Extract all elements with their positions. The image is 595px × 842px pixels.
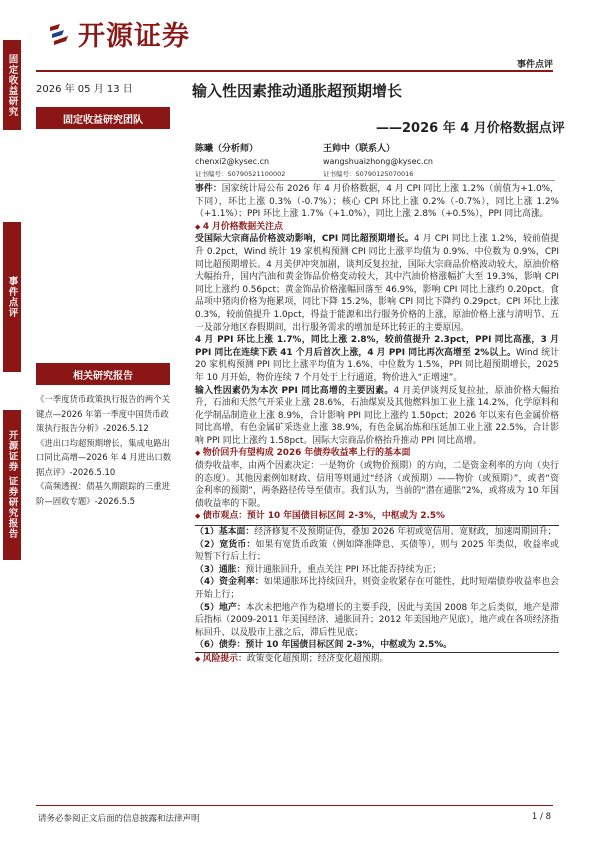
view-item: （2）宽货币：如果有宽货币政策（例如降准降息、买债等），则与 2025 年类似，收益率或短暂下行后上行； (195, 539, 560, 563)
author-cert: 证书编号：S0790521100002 (195, 170, 286, 178)
side-tab-fixed-income: 固定收益研究 (3, 40, 21, 130)
paragraph: 4 月 PPI 环比上涨 1.7%，同比上涨 2.8%，较前值提升 2.3pct，PPI 同比高涨，3 月 PPI 同比在连续下跌 41 个月后首次上涨，4 月 PPI 同比再次高增至 2%以上。Wind 统计 20 家机构预测 PPI 同比上涨平均值为 1.6%、中位数为 1.5%，PPI 同比超预期增长，2025 年 10 月开始，物价连续 7 个月处于上行通道，物价进入“正增速”。 (195, 335, 559, 383)
view-item: （5）地产：本次未把地产作为稳增长的主要手段，因此与美国 2008 年之后类似，地产是滞后指标（2009-2011 年美国经济、通胀回升；2012 年美国地产见底），地产或在各项经济指标回升、以及股市上涨之后，滞后性见底； (195, 602, 559, 638)
logo-text: 开源证券 (78, 21, 190, 52)
risk-note: ◆ 风险提示：政策变化超预期；经济变化超预期。 (195, 653, 559, 666)
left-column (36, 78, 170, 129)
author-card (195, 141, 315, 178)
logo-icon (48, 21, 74, 47)
view-list (195, 525, 559, 653)
side-tab-event-review: 事件点评 (3, 222, 21, 372)
report-body (195, 183, 559, 666)
author-cert: 证书编号：S0790125070016 (323, 170, 414, 178)
view-item: （6）债券：预计 10 年国债目标区间 2-3%，中枢或为 2.5%。 (195, 640, 453, 651)
view-item: （4）资金利率：如果通胀环比持续回升，则资金收紧存在可能性，此时短端债券收益率也会开始上行； (195, 577, 560, 600)
author-email[interactable]: chenxi2@kysec.cn (195, 157, 270, 166)
section-heading: ◆ 4 月价格数据关注点 (195, 221, 559, 234)
paragraph: 债券收益率，由两个因素决定：一是物价（或物价预期）的方向，二是资金利率的方向（央行的态度）。其他因素例如财政、信用等则通过“经济（或预期）——物价（或预期）”，或者“资金利率的预期”，两条路径传导至债市。我们认为，当前的“潜在通胀”2%，或将成为 10 年国债收益率的下限。 (195, 461, 559, 509)
related-reports-header: 相关研究报告 (36, 363, 170, 385)
report-subtitle: ——2026 年 4 月价格数据点评 (376, 121, 565, 136)
view-item: （3）通胀：预计通胀回升，重点关注 PPI 环比能否持续为正； (195, 564, 442, 575)
report-date: 2026 年 05 月 13 日 (36, 84, 133, 95)
header-rule (36, 70, 553, 72)
author-card (323, 141, 443, 178)
paragraph: 受国际大宗商品价格波动影响，CPI 同比超预期增长。4 月 CPI 同比上涨 1.2%，较前值提升 0.2pct，Wind 统计 19 家机构预测 CPI 同比上涨平均值为 0.9%、中位数为 0.9%，CPI 同比超预期增长。4 月美伊冲突加剧，谈判反复拉扯，国际大宗商品价格波动较大，原油价格大幅抬升，国内汽油和黄金饰品价格变动较大，其中汽油价格涨幅扩大至 19.3%，影响 CPI 同比上涨约 0.56pct；黄金饰品价格涨幅回落至 46.9%，影响 CPI 同比上涨约 0.20pct。食品项中猪肉价格为拖累项，同比下降 15.2%，影响 CPI 同比下降约 0.29pct。CPI 环比上涨 0.3%，较前值提升 1.0pct，得益于能源和出行服务价格的上涨，原油价格上涨与清明节、五一及部分地区春假期间，出行服务需求的增加是环比转正的主要原因。 (195, 234, 559, 333)
related-report-item[interactable]: 《一季度货币政策执行报告的两个关键点—2026 年第一季度中国货币政策执行报告分析》-2026.5.12 (36, 394, 170, 433)
author-name: 陈曦（分析师） (195, 144, 259, 154)
related-report-item[interactable]: 《高频透视：债基久期跟踪的三重进阶—固收专题》-2026.5.5 (36, 481, 170, 506)
author-name: 王帅中（联系人） (323, 144, 396, 154)
view-item: （1）基本面：经济修复不及预期证伪，叠加 2026 年初或宽信用、宽财政，加速周期回升； (195, 527, 557, 538)
team-box: 固定收益研究团队 (36, 107, 170, 129)
footer-rule (36, 805, 553, 806)
author-email[interactable]: wangshuaizhong@kysec.cn (323, 157, 433, 166)
section-heading: ◆ 物价回升有望构成 2026 年债券收益率上行的基本面 (195, 447, 559, 460)
authors (195, 141, 555, 181)
footer-disclaimer: 请务必参阅正文后面的信息披露和法律声明 (38, 814, 200, 824)
related-reports-list (36, 392, 174, 508)
report-title: 输入性因素推动通胀超预期增长 (192, 82, 403, 100)
related-report-item[interactable]: 《进出口均超预期增长，集成电路出口同比高增—2026 年 4 月进出口数据点评》-2026.5.10 (36, 437, 172, 477)
section-heading: ◆ 债市观点：预计 10 年国债目标区间 2-3%，中枢或为 2.5% (195, 510, 559, 523)
report-category: 事件点评 (516, 60, 553, 70)
page-number: 1 / 8 (531, 812, 551, 822)
paragraph: 输入性因素仍为本次 PPI 同比高增的主要因素。4 月美伊谈判反复拉扯，原油价格大幅抬升，石油和天然气开采业上涨 28.6%，石油煤炭及其他燃料加工业上涨 14.2%，化学原料和化学制品制造业上涨 8.9%，合计影响 PPI 同比上涨约 1.50pct；2026 年以来有色金属价格同比高增，有色金属矿采选业上涨 38.9%，有色金属冶炼和压延加工业上涨 22.5%，合计影响 PPI 同比上涨约 1.58pct。国际大宗商品价格抬升推动 PPI 同比高增。 (195, 385, 559, 446)
side-tab-research-report: 开源证券 证券研究报告 (3, 410, 21, 560)
side-strip (0, 40, 24, 670)
logo (48, 14, 190, 53)
event-paragraph: 事件：国家统计局公布 2026 年 4 月价格数据，4 月 CPI 同比上涨 1.2%（前值为+1.0%，下同），环比上涨 0.3%（-0.7%）；核心 CPI 环比上涨 0.2%（-0.7%），同比上涨 1.2%（+1.1%）；PPI 环比上涨 1.7%（+1.0%），同比上涨 2.8%（+0.5%），PPI 同比高涨。 (195, 184, 560, 220)
